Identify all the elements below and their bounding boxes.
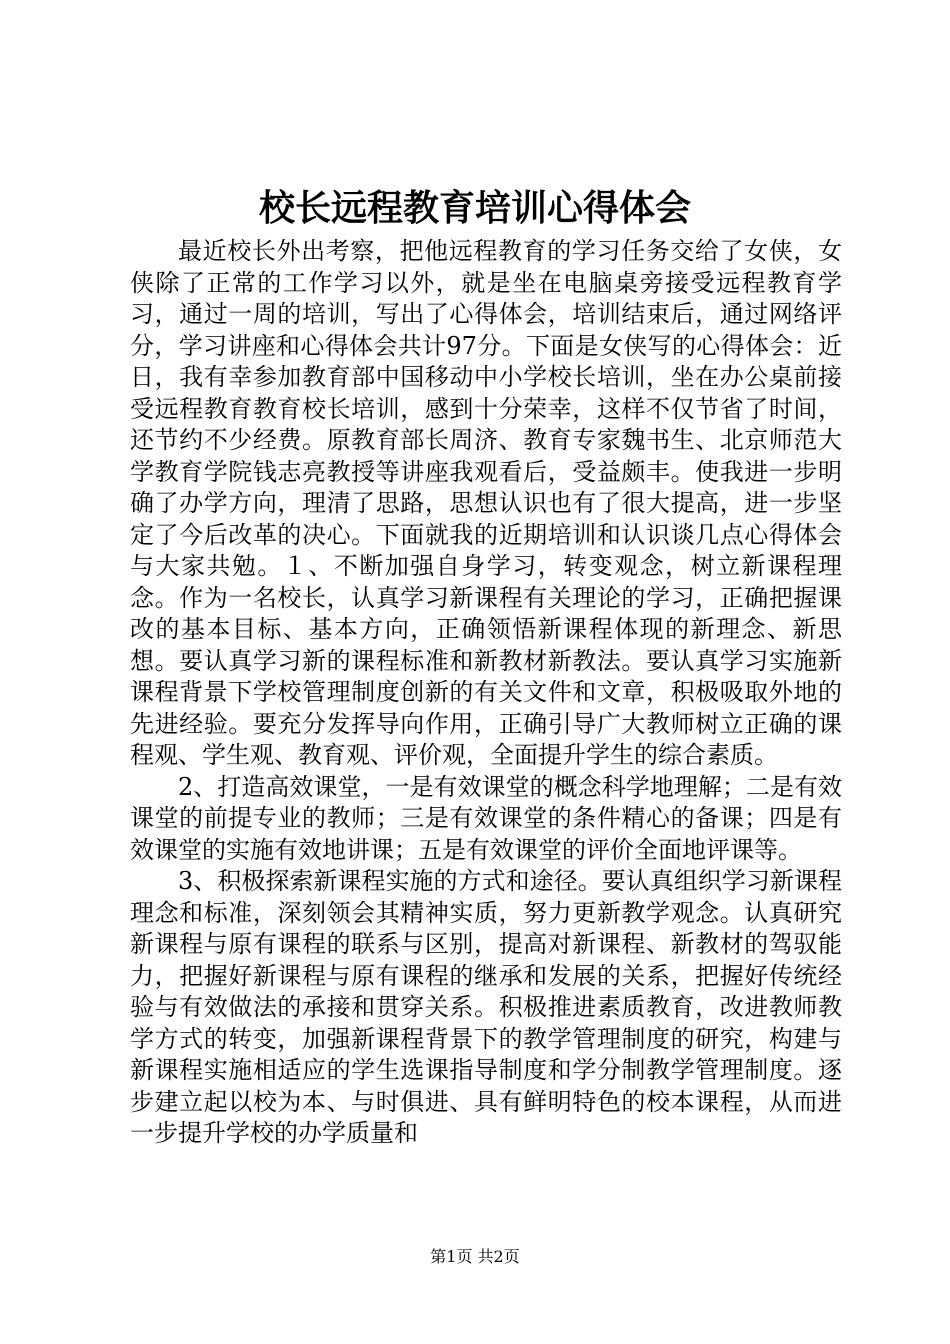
document-title: 校长远程教育培训心得体会: [258, 187, 691, 229]
document-body: [130, 236, 842, 1150]
paragraph-3: 3、积极探索新课程实施的方式和途径。要认真组织学习新课程理念和标准，深刻领会其精神实质，努力更新教学观念。认真研究新课程与原有课程的联系与区别，提高对新课程、新教材的驾驭能力，把握好新课程与原有课程的继承和发展的关系，把握好传统经验与有效做法的承接和贯穿关系。积极推进素质教育，改进教师教学方式的转变，加强新课程背景下的教学管理制度的研究，构建与新课程实施相适应的学生选课指导制度和学分制教学管理制度。逐步建立起以校为本、与时俱进、具有鲜明特色的校本课程，从而进一步提升学校的办学质量和: [130, 867, 842, 1147]
page-footer: 第1页 共2页: [430, 1247, 520, 1266]
paragraph-2: 2、打造高效课堂，一是有效课堂的概念科学地理解；二是有效课堂的前提专业的教师；三是有效课堂的条件精心的备课；四是有效课堂的实施有效地讲课；五是有效课堂的评价全面地评课等。: [130, 772, 842, 864]
paragraph-1: 最近校长外出考察，把他远程教育的学习任务交给了女侠，女侠除了正常的工作学习以外，就是坐在电脑桌旁接受远程教育学习，通过一周的培训，写出了心得体会，培训结束后，通过网络评分，学习讲座和心得体会共计97分。下面是女侠写的心得体会：近日，我有幸参加教育部中国移动中小学校长培训，坐在办公桌前接受远程教育教育校长培训，感到十分荣幸，这样不仅节省了时间，还节约不少经费。原教育部长周济、教育专家魏书生、北京师范大学教育学院钱志亮教授等讲座我观看后，受益颇丰。使我进一步明确了办学方向，理清了思路，思想认识也有了很大提高，进一步坚定了今后改革的决心。下面就我的近期培训和认识谈几点心得体会与大家共勉。１、不断加强自身学习，转变观念，树立新课程理念。作为一名校长，认真学习新课程有关理论的学习，正确把握课改的基本目标、基本方向，正确领悟新课程体现的新理念、新思想。要认真学习新的课程标准和新教材新教法。要认真学习实施新课程背景下学校管理制度创新的有关文件和文章，积极吸取外地的先进经验。要充分发挥导向作用，正确引导广大教师树立正确的课程观、学生观、教育观、评价观，全面提升学生的综合素质。: [130, 237, 842, 769]
